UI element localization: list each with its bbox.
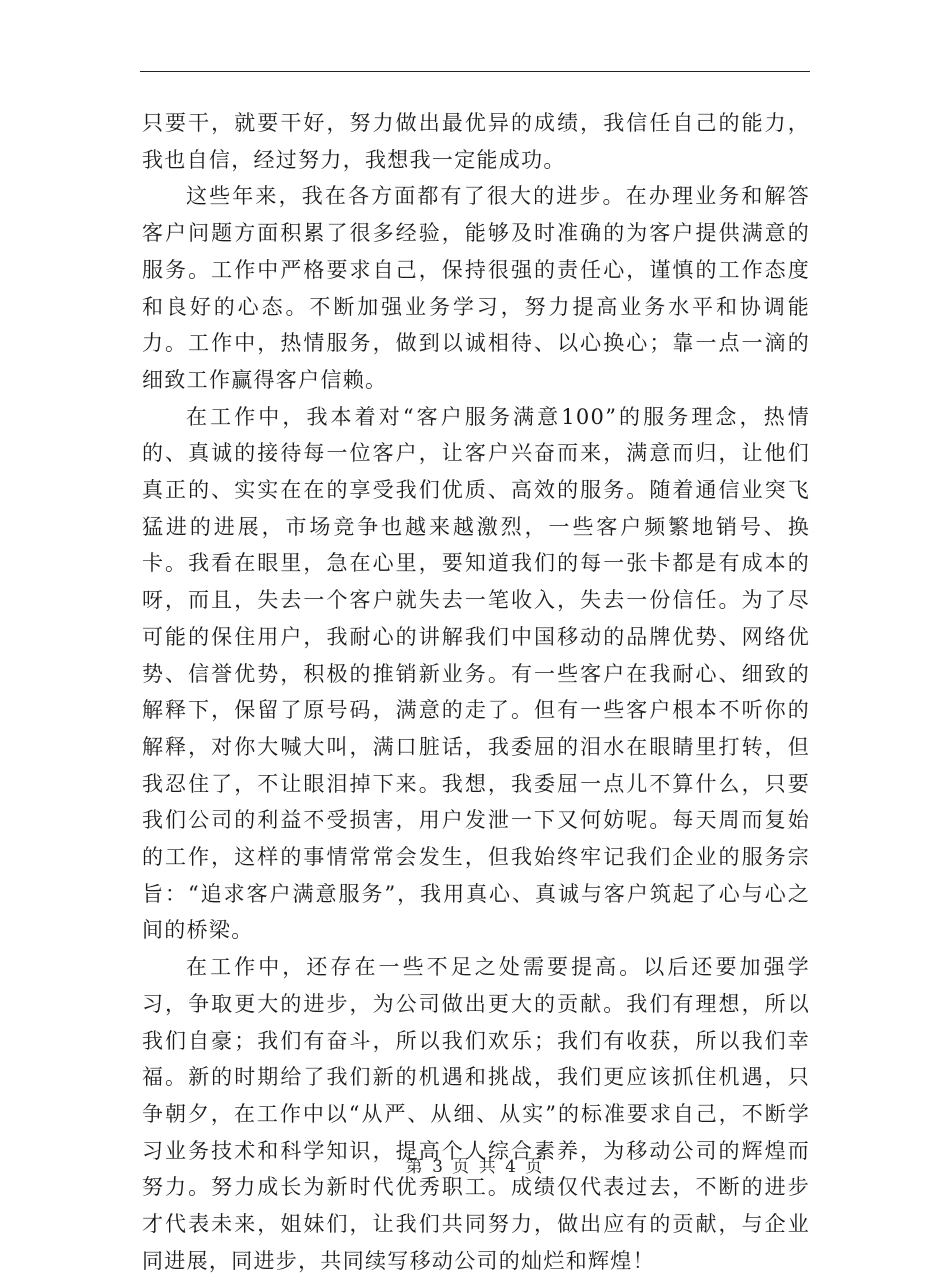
paragraph-2: 这些年来，我在各方面都有了很大的进步。在办理业务和解答客户问题方面积累了很多经验，能够及时准确的为客户提供满意的服务。工作中严格要求自己，保持很强的责任心，谨慎的工作态度和良好的心态。不断加强业务学习，努力提高业务水平和协调能力。工作中，热情服务，做到以诚相待、以心换心；靠一点一滴的细致工作赢得客户信赖。	[142, 184, 810, 392]
paragraph-3: 在工作中，我本着对“客户服务满意100”的服务理念，热情的、真诚的接待每一位客户，让客户兴奋而来，满意而归，让他们真正的、实实在在的享受我们优质、高效的服务。随着通信业突飞猛进的进展，市场竞争也越来越激烈，一些客户频繁地销号、换卡。我看在眼里，急在心里，要知道我们的每一张卡都是有成本的呀，而且，失去一个客户就失去一笔收入，失去一份信任。为了尽可能的保住用户，我耐心的讲解我们中国移动的品牌优势、网络优势、信誉优势，积极的推销新业务。有一些客户在我耐心、细致的解释下，保留了原号码，满意的走了。但有一些客户根本不听你的解释，对你大喊大叫，满口脏话，我委屈的泪水在眼睛里打转，但我忍住了，不让眼泪掉下来。我想，我委屈一点儿不算什么，只要我们公司的利益不受损害，用户发泄一下又何妨呢。每天周而复始的工作，这样的事情常常会发生，但我始终牢记我们企业的服务宗旨：“追求客户满意服务”，我用真心、真诚与客户筑起了心与心之间的桥梁。	[142, 404, 810, 943]
document-body	[142, 105, 810, 1280]
paragraph-1: 只要干，就要干好，努力做出最优异的成绩，我信任自己的能力，我也自信，经过努力，我想我一定能成功。	[142, 111, 810, 172]
paragraph-4: 在工作中，还存在一些不足之处需要提高。以后还要加强学习，争取更大的进步，为公司做出更大的贡献。我们有理想，所以我们自豪；我们有奋斗，所以我们欢乐；我们有收获，所以我们幸福。新的时期给了我们新的机遇和挑战，我们更应该抓住机遇，只争朝夕，在工作中以“从严、从细、从实”的标准要求自己，不断学习业务技术和科学知识，提高个人综合素养，为移动公司的辉煌而努力。努力成长为新时代优秀职工。成绩仅代表过去，不断的进步才代表未来，姐妹们，让我们共同努力，做出应有的贡献，与企业同进展，同进步，共同续写移动公司的灿烂和辉煌！	[142, 955, 810, 1273]
header-rule	[140, 71, 810, 72]
page-number-footer: 第 3 页 共 4 页	[405, 1157, 545, 1177]
